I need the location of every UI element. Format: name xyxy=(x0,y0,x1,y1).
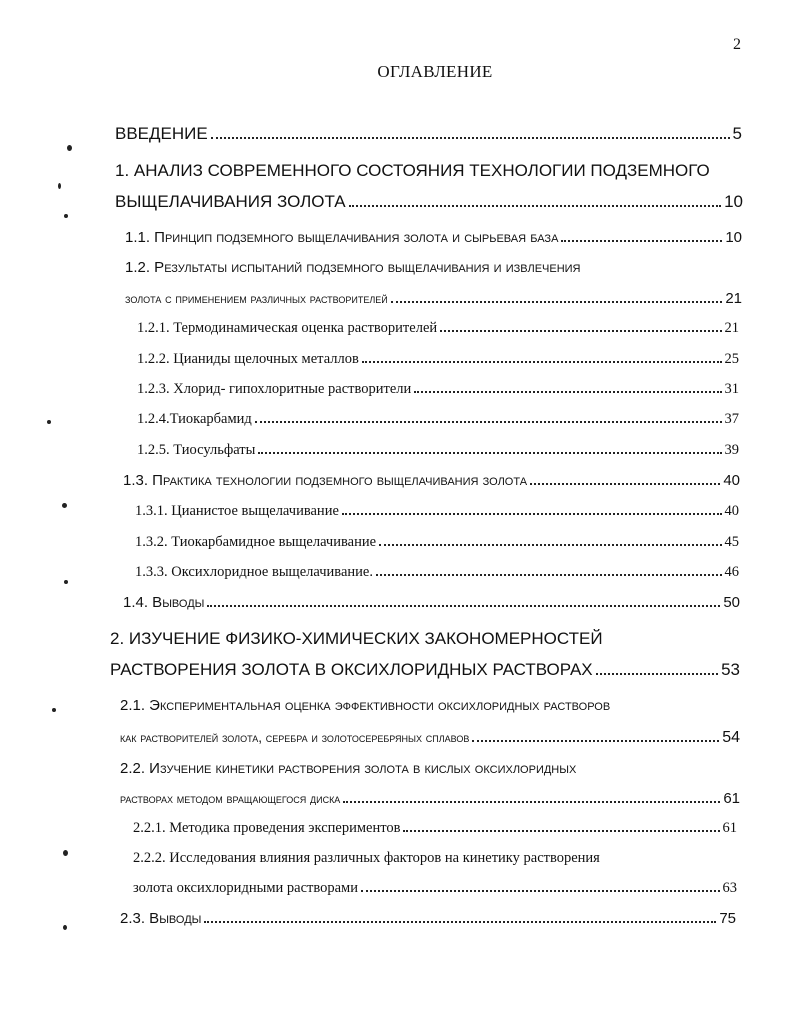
entry-text: 2.1. Экспериментальная оценка эффективности оксихлоридных растворов xyxy=(120,697,611,714)
entry-text: 2.3. Выводы xyxy=(120,910,202,927)
entry-page: 10 xyxy=(725,229,742,246)
dot-leader xyxy=(472,740,719,742)
entry-text: как растворителей золота, серебра и золотосеребряных сплавов xyxy=(120,730,470,745)
toc-entry-ch2[interactable] xyxy=(110,660,740,680)
entry-page: 5 xyxy=(732,124,742,143)
entry-text: 2. ИЗУЧЕНИЕ ФИЗИКО-ХИМИЧЕСКИХ ЗАКОНОМЕРНОСТЕЙ xyxy=(110,629,603,648)
toc-entry-1-2-1[interactable] xyxy=(137,320,739,337)
toc-entry-intro[interactable] xyxy=(115,124,742,144)
entry-text: 1.2.3. Хлорид- гипохлоритные растворители xyxy=(137,381,412,397)
dot-leader xyxy=(440,330,721,332)
toc-entry-1-3-1[interactable] xyxy=(135,503,739,520)
dot-leader xyxy=(207,605,720,607)
dot-leader xyxy=(204,921,716,923)
scan-speck xyxy=(64,580,68,584)
entry-text: 1. АНАЛИЗ СОВРЕМЕННОГО СОСТОЯНИЯ ТЕХНОЛОГИИ ПОДЗЕМНОГО xyxy=(115,161,710,180)
entry-page: 46 xyxy=(724,564,739,580)
entry-text: 1.2.1. Термодинамическая оценка растворителей xyxy=(137,320,438,336)
toc-entry-1-2-4[interactable] xyxy=(137,411,739,428)
toc-entry-2-1[interactable] xyxy=(120,729,740,747)
scan-speck xyxy=(58,183,61,189)
dot-leader xyxy=(530,483,720,485)
entry-page: 21 xyxy=(724,320,739,336)
toc-entry-1-2-5[interactable] xyxy=(137,442,739,459)
scan-speck xyxy=(64,214,68,218)
toc-entry-1-2-line1[interactable] xyxy=(125,259,581,276)
entry-page: 40 xyxy=(724,503,739,519)
scan-speck xyxy=(47,420,51,424)
toc-entry-ch1-line1[interactable] xyxy=(115,161,710,181)
dot-leader xyxy=(414,391,721,393)
entry-text: золота оксихлоридными растворами xyxy=(133,880,358,896)
toc-entry-1-2-2[interactable] xyxy=(137,351,739,368)
dot-leader xyxy=(391,301,723,303)
toc-entry-2-2-1[interactable] xyxy=(133,820,737,837)
entry-page: 21 xyxy=(725,290,742,307)
toc-entry-1-3-2[interactable] xyxy=(135,534,739,551)
entry-page: 53 xyxy=(721,660,740,679)
entry-text: 1.1. Принцип подземного выщелачивания золота и сырьевая база xyxy=(125,229,559,246)
toc-entry-1-2[interactable] xyxy=(125,290,742,307)
toc-entry-2-2[interactable] xyxy=(120,790,740,807)
entry-text: 1.2.5. Тиосульфаты xyxy=(137,442,256,458)
entry-text: растворах методом вращающегося диска xyxy=(120,791,341,806)
scan-speck xyxy=(63,925,67,930)
toc-entry-2-2-2-line1[interactable] xyxy=(133,850,600,867)
entry-page: 75 xyxy=(719,910,736,927)
toc-entry-ch2-line1[interactable] xyxy=(110,629,603,649)
dot-leader xyxy=(343,801,720,803)
scan-speck xyxy=(63,850,68,856)
dot-leader xyxy=(379,544,721,546)
page-number: 2 xyxy=(733,36,741,53)
dot-leader xyxy=(211,137,730,139)
toc-entry-1-3-3[interactable] xyxy=(135,564,739,581)
dot-leader xyxy=(561,240,722,242)
entry-text: 2.2.1. Методика проведения экспериментов xyxy=(133,820,401,836)
entry-page: 25 xyxy=(724,351,739,367)
dot-leader xyxy=(376,574,722,576)
entry-text: РАСТВОРЕНИЯ ЗОЛОТА В ОКСИХЛОРИДНЫХ РАСТВОРАХ xyxy=(110,660,593,679)
entry-page: 61 xyxy=(722,820,737,836)
entry-text: 2.2. Изучение кинетики растворения золота в кислых оксихлоридных xyxy=(120,760,577,777)
toc-entry-1-2-3[interactable] xyxy=(137,381,739,398)
entry-text: 1.4. Выводы xyxy=(123,594,205,611)
entry-text: ВВЕДЕНИЕ xyxy=(115,124,208,143)
entry-page: 40 xyxy=(723,472,740,489)
toc-entry-2-3[interactable] xyxy=(120,910,736,927)
entry-text: 1.2.2. Цианиды щелочных металлов xyxy=(137,351,359,367)
entry-text: 1.3.2. Тиокарбамидное выщелачивание xyxy=(135,534,377,550)
toc-entry-1-3[interactable] xyxy=(123,472,740,489)
entry-text: 1.2.4.Тиокарбамид xyxy=(137,411,252,427)
entry-page: 37 xyxy=(724,411,739,427)
dot-leader xyxy=(342,513,722,515)
entry-page: 61 xyxy=(723,790,740,807)
toc-entry-2-1-line1[interactable] xyxy=(120,697,610,714)
entry-text: 1.3.1. Цианистое выщелачивание xyxy=(135,503,339,519)
entry-text: 1.3.3. Оксихлоридное выщелачивание. xyxy=(135,564,373,580)
entry-page: 45 xyxy=(724,534,739,550)
scan-speck xyxy=(52,708,56,712)
toc-entry-1-1[interactable] xyxy=(125,229,742,246)
dot-leader xyxy=(362,361,722,363)
entry-text: 1.2. Результаты испытаний подземного выщелачивания и извлечения xyxy=(125,259,581,276)
entry-text: 1.3. Практика технологии подземного выщелачивания золота xyxy=(123,472,528,489)
entry-page: 54 xyxy=(722,729,740,746)
dot-leader xyxy=(349,205,721,207)
scan-speck xyxy=(62,503,67,508)
entry-text: 2.2.2. Исследования влияния различных факторов на кинетику растворения xyxy=(133,850,600,866)
toc-entry-1-4[interactable] xyxy=(123,594,740,611)
entry-page: 50 xyxy=(723,594,740,611)
dot-leader xyxy=(255,421,722,423)
dot-leader xyxy=(596,673,718,675)
entry-page: 31 xyxy=(724,381,739,397)
toc-entry-2-2-line1[interactable] xyxy=(120,760,576,777)
dot-leader xyxy=(403,830,719,832)
page-title: ОГЛАВЛЕНИЕ xyxy=(377,62,493,81)
toc-entry-ch1[interactable] xyxy=(115,192,743,212)
dot-leader xyxy=(258,452,721,454)
entry-text: ВЫЩЕЛАЧИВАНИЯ ЗОЛОТА xyxy=(115,192,346,211)
toc-entry-2-2-2[interactable] xyxy=(133,880,737,897)
entry-text: золота с применением различных растворителей xyxy=(125,291,388,306)
entry-page: 63 xyxy=(722,880,737,896)
dot-leader xyxy=(361,890,720,892)
entry-page: 39 xyxy=(724,442,739,458)
entry-page: 10 xyxy=(724,192,743,211)
scan-speck xyxy=(67,145,72,151)
